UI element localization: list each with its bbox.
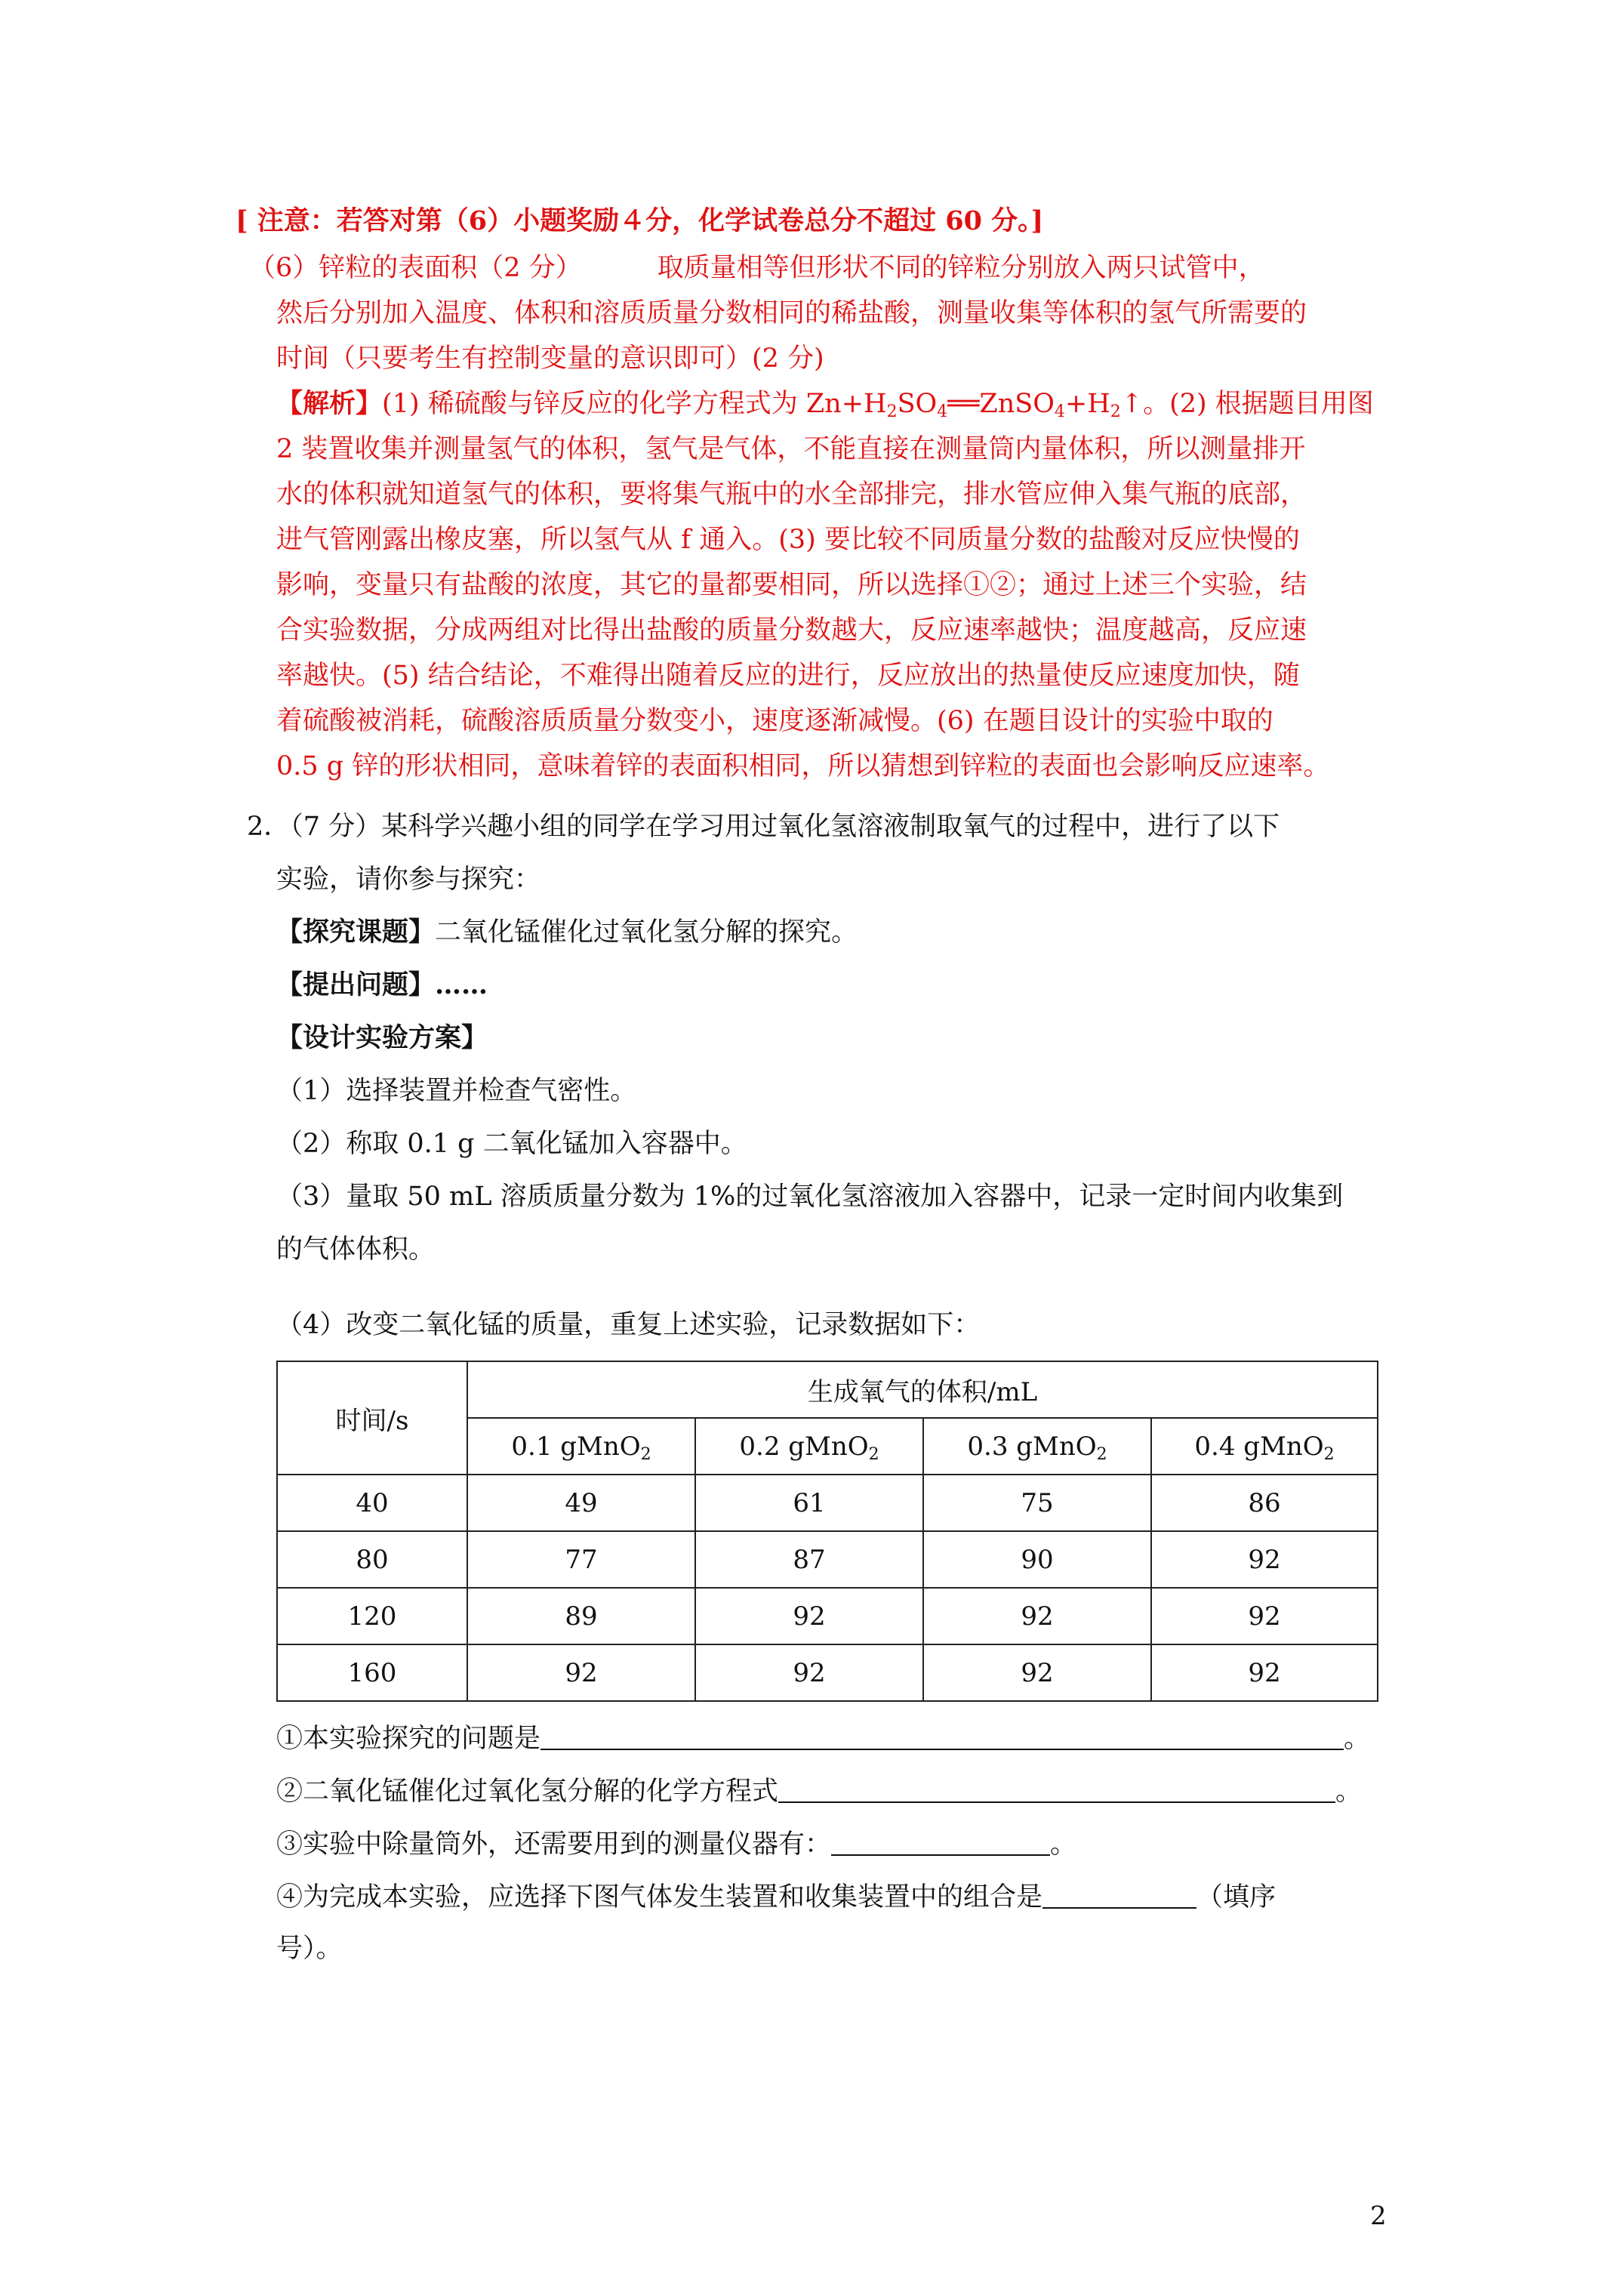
data-table [276, 1361, 1378, 1702]
topic-tag: 【探究课题】 [276, 917, 436, 948]
table-row [277, 1531, 1378, 1588]
q6-answer-part-b: 取质量相等但形状不同的锌粒分别放入两只试管中， [657, 253, 1265, 283]
table-row [277, 1644, 1378, 1701]
analysis-tag: 【解析】 [276, 388, 383, 419]
subscript: 2 [886, 402, 898, 421]
step3-line1: （3）量取 50 mL 溶质质量分数为 1%的过氧化氢溶液加入容器中，记录一定时间内收集到 [276, 1182, 1344, 1212]
volume-cell: 90 [923, 1531, 1151, 1588]
q6-answer-line2: 然后分别加入温度、体积和溶质质量分数相同的稀盐酸，测量收集等体积的氢气所需要的 [276, 298, 1307, 328]
q6-answer-line3: 时间（只要考生有控制变量的意识即可）(2 分) [276, 344, 824, 374]
volume-cell: 77 [467, 1531, 695, 1588]
subq1: ①本实验探究的问题是 。 [276, 1720, 1370, 1756]
problem-tag: 【提出问题】 [276, 969, 436, 1000]
analysis-text-b: SO [897, 389, 938, 419]
time-header: 时间/s [277, 1361, 467, 1475]
volume-cell: 92 [467, 1644, 695, 1701]
answer-blank-1[interactable] [540, 1720, 1344, 1750]
subscript: 4 [937, 402, 948, 421]
volume-cell: 92 [1151, 1588, 1378, 1644]
volume-header: 生成氧气的体积/mL [467, 1361, 1378, 1418]
mass-col-header: 0.3 gMnO$_2$ [923, 1418, 1151, 1475]
analysis-line3: 水的体积就知道氢气的体积，要将集气瓶中的水全部排完，排水管应伸入集气瓶的底部， [276, 479, 1307, 510]
volume-cell: 92 [923, 1588, 1151, 1644]
subq4-line1: ④为完成本实验，应选择下图气体发生装置和收集装置中的组合是 （填序 [276, 1878, 1276, 1915]
analysis-text-c: ══ZnSO [947, 389, 1055, 419]
analysis-line5: 影响，变量只有盐酸的浓度，其它的量都要相同，所以选择①②；通过上述三个实验，结 [276, 570, 1307, 600]
time-cell: 120 [277, 1588, 467, 1644]
q6-answer-part-a: （6）锌粒的表面积（2 分） [249, 253, 582, 283]
mass-col-header: 0.4 gMnO$_2$ [1151, 1418, 1378, 1475]
topic-text: 二氧化锰催化过氧化氢分解的探究。 [435, 917, 858, 948]
problem-text: …… [435, 969, 488, 1000]
analysis-text-e: ↑。(2) 根据题目用图 [1120, 389, 1374, 419]
mass-col-header: 0.2 gMnO$_2$ [695, 1418, 923, 1475]
volume-cell: 92 [1151, 1644, 1378, 1701]
analysis-line7: 率越快。(5) 结合结论，不难得出随着反应的进行，反应放出的热量使反应速度加快，随 [276, 661, 1300, 691]
analysis-text-a: (1) 稀硫酸与锌反应的化学方程式为 Zn+H [382, 389, 887, 419]
step4: （4）改变二氧化锰的质量，重复上述实验，记录数据如下： [276, 1310, 981, 1340]
step2: （2）称取 0.1 g 二氧化锰加入容器中。 [276, 1129, 747, 1159]
volume-cell: 89 [467, 1588, 695, 1644]
analysis-text-d: +H [1064, 389, 1110, 419]
step1: （1）选择装置并检查气密性。 [276, 1076, 637, 1106]
volume-cell: 87 [695, 1531, 923, 1588]
volume-cell: 92 [695, 1588, 923, 1644]
subq2: ②二氧化锰催化过氧化氢分解的化学方程式 。 [276, 1773, 1362, 1809]
volume-cell: 75 [923, 1475, 1151, 1531]
q6-answer-line1 [249, 251, 1265, 285]
step3-line2: 的气体体积。 [276, 1234, 436, 1265]
answer-blank-2[interactable] [778, 1773, 1335, 1803]
table-row [277, 1588, 1378, 1644]
score-note: [ 注意：若答对第（6）小题奖励４分，化学试卷总分不超过 60 分。] [236, 205, 1044, 236]
problem-line [276, 968, 488, 1003]
design-tag: 【设计实验方案】 [276, 1022, 488, 1053]
subscript: 2 [1110, 402, 1121, 421]
time-cell: 80 [277, 1531, 467, 1588]
subq3: ③实验中除量筒外，还需要用到的测量仪器有： 。 [276, 1826, 1076, 1862]
answer-blank-4[interactable] [1042, 1878, 1196, 1909]
volume-cell: 92 [923, 1644, 1151, 1701]
mass-col-header: 0.1 gMnO$_2$ [467, 1418, 695, 1475]
volume-cell: 92 [695, 1644, 923, 1701]
volume-cell: 92 [1151, 1531, 1378, 1588]
analysis-line6: 合实验数据，分成两组对比得出盐酸的质量分数越大，反应速率越快；温度越高，反应速 [276, 615, 1307, 646]
subscript: 4 [1054, 402, 1065, 421]
time-cell: 40 [277, 1475, 467, 1531]
subq4-line2: 号）。 [276, 1934, 343, 1964]
volume-cell: 86 [1151, 1475, 1378, 1531]
analysis-line4: 进气管刚露出橡皮塞，所以氢气从 f 通入。(3) 要比较不同质量分数的盐酸对反应快慢的 [276, 525, 1300, 555]
volume-cell: 61 [695, 1475, 923, 1531]
time-cell: 160 [277, 1644, 467, 1701]
q2-line2: 实验，请你参与探究： [276, 864, 541, 895]
q2-line1: 2．（7 分）某科学兴趣小组的同学在学习用过氧化氢溶液制取氧气的过程中，进行了以下 [247, 812, 1280, 842]
analysis-line9: 0.5 g 锌的形状相同，意味着锌的表面积相同，所以猜想到锌粒的表面也会影响反应速率。 [276, 751, 1330, 781]
volume-cell: 49 [467, 1475, 695, 1531]
analysis-line1 [276, 387, 1374, 421]
analysis-line2: 2 装置收集并测量氢气的体积，氢气是气体，不能直接在测量筒内量体积，所以测量排开 [276, 434, 1306, 464]
page-number: 2 [1370, 2201, 1387, 2231]
analysis-line8: 着硫酸被消耗，硫酸溶质质量分数变小，速度逐渐减慢。(6) 在题目设计的实验中取的 [276, 706, 1273, 736]
table-row [277, 1475, 1378, 1531]
topic-line [276, 915, 858, 950]
answer-blank-3[interactable] [831, 1826, 1050, 1856]
